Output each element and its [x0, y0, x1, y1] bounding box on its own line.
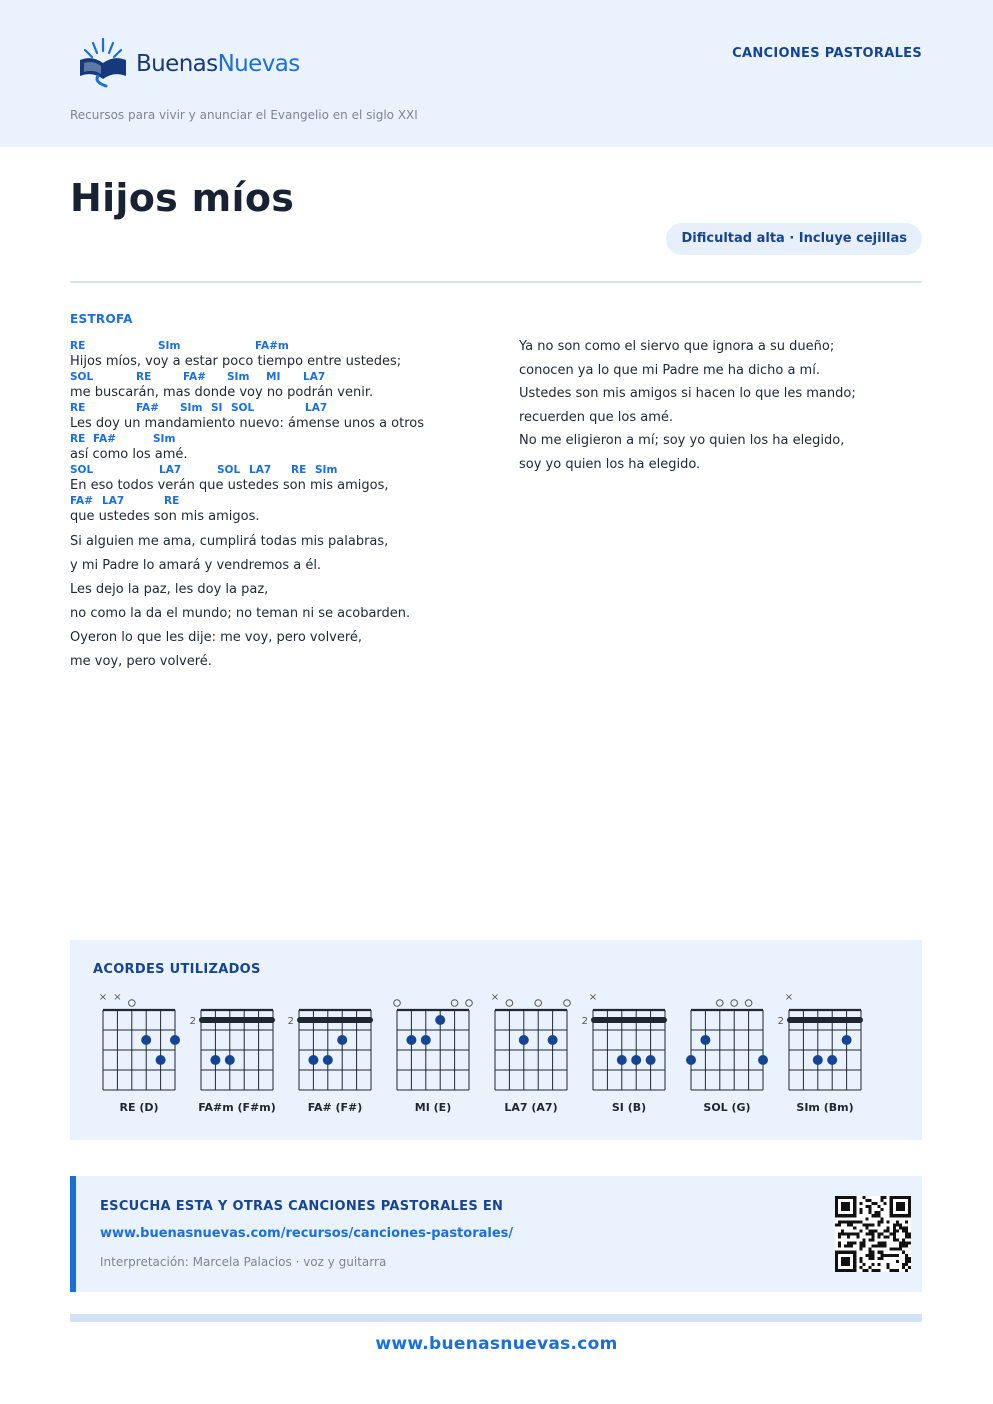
chord-label: LA7	[102, 495, 125, 507]
chord-name: RE (D)	[119, 1101, 159, 1114]
chord-label: SIm	[227, 371, 250, 383]
chord-diagram	[482, 984, 580, 1114]
finger-dot	[548, 1035, 558, 1045]
finger-dot	[519, 1035, 529, 1045]
chord-diagram	[286, 984, 384, 1114]
lyric-line: y mi Padre lo amará y vendremos a él.	[70, 558, 322, 573]
open-book-icon	[76, 36, 130, 88]
chord-label: RE	[291, 464, 307, 476]
barre-bar	[297, 1017, 373, 1023]
chord-row	[70, 495, 490, 508]
chord-label: LA7	[303, 371, 326, 383]
chord-grid	[188, 984, 286, 1096]
lyric-line: No me eligieron a mí; soy yo quien los ha elegido,	[519, 433, 845, 449]
chord-label: RE	[70, 340, 86, 352]
finger-dot	[617, 1055, 627, 1065]
open-string-marker	[535, 1000, 542, 1007]
chord-grid	[482, 984, 580, 1096]
qr-code[interactable]	[835, 1196, 911, 1272]
finger-dot	[156, 1055, 166, 1065]
barre-bar	[591, 1017, 667, 1023]
chord-grid	[384, 984, 482, 1096]
open-string-marker	[451, 1000, 458, 1007]
chord-diagram	[90, 984, 188, 1114]
muted-string-marker: ×	[113, 992, 122, 1003]
open-string-marker	[129, 1000, 136, 1007]
open-string-marker	[506, 1000, 513, 1007]
chorded-line	[70, 464, 490, 495]
lyric-line: soy yo quien los ha elegido.	[519, 456, 701, 472]
lyric-line: recuerden que los amé.	[519, 409, 674, 425]
chord-row	[70, 340, 490, 353]
section-label: ESTROFA	[70, 312, 133, 326]
chord-label: MI	[266, 371, 281, 383]
brand-name-part1: Buenas	[136, 51, 218, 77]
lyric-line: Ustedes son mis amigos si hacen lo que les mando;	[519, 386, 856, 402]
chorded-line	[70, 495, 490, 526]
chord-grid	[678, 984, 776, 1096]
chord-label: SOL	[70, 371, 94, 383]
lyric-line: me voy, pero volveré.	[70, 654, 212, 669]
chord-label: SOL	[231, 402, 255, 414]
chord-label: RE	[136, 371, 152, 383]
chord-grid	[286, 984, 384, 1096]
brand-name	[136, 51, 300, 77]
chord-name: SI (B)	[611, 1101, 647, 1114]
chord-name: SOL (G)	[703, 1101, 751, 1114]
finger-dot	[686, 1055, 696, 1065]
chord-label: FA#	[70, 495, 93, 507]
muted-string-marker: ×	[490, 992, 500, 1003]
chord-row	[70, 371, 490, 384]
lyric-line: Hijos míos, voy a estar poco tiempo entre ustedes;	[70, 354, 402, 369]
chord-label: SOL	[217, 464, 241, 476]
lyric-line: Les doy un mandamiento nuevo: ámense unos a otros	[70, 416, 425, 431]
chord-label: LA7	[305, 402, 328, 414]
chord-label: FA#	[136, 402, 159, 414]
page-header	[0, 0, 993, 147]
chord-grid	[776, 984, 874, 1096]
song-title: Hijos míos	[70, 176, 295, 220]
finger-dot	[308, 1055, 318, 1065]
chord-label: SIm	[315, 464, 338, 476]
open-string-marker	[731, 1000, 738, 1007]
chord-label: LA7	[249, 464, 272, 476]
chord-label: RE	[70, 402, 86, 414]
chord-diagram	[678, 984, 776, 1114]
lyric-line: Les dejo la paz, les doy la paz,	[70, 582, 269, 597]
brand-name-part2: Nuevas	[217, 51, 300, 77]
chord-diagram	[776, 984, 874, 1114]
brand-logo[interactable]	[76, 36, 300, 88]
chord-diagram	[188, 984, 286, 1114]
footer-divider	[70, 1314, 922, 1322]
chords-used-panel	[70, 940, 922, 1140]
chord-name: FA#m (F#m)	[198, 1101, 276, 1114]
chord-label: SOL	[70, 464, 94, 476]
chord-label: SIm	[153, 433, 176, 445]
performer-credit: Interpretación: Marcela Palacios · voz y guitarra	[100, 1255, 387, 1269]
lyrics-left-column	[70, 340, 490, 674]
finger-dot	[421, 1035, 431, 1045]
chord-label: RE	[70, 433, 86, 445]
open-string-marker	[466, 1000, 473, 1007]
finger-dot	[323, 1055, 333, 1065]
chord-row	[70, 402, 490, 415]
finger-dot	[813, 1055, 823, 1065]
chord-label: RE	[164, 495, 180, 507]
fret-number: 2	[777, 1016, 784, 1027]
open-string-marker	[717, 1000, 724, 1007]
fret-number: 2	[189, 1016, 196, 1027]
finger-dot	[435, 1015, 445, 1025]
chord-name: FA# (F#)	[307, 1101, 363, 1114]
chord-label: SIm	[158, 340, 181, 352]
chord-label: SIm	[180, 402, 203, 414]
finger-dot	[646, 1055, 656, 1065]
chord-label: FA#m	[255, 340, 289, 352]
chord-name: LA7 (A7)	[504, 1101, 558, 1114]
open-string-marker	[394, 1000, 401, 1007]
chord-diagram	[384, 984, 482, 1114]
finger-dot	[842, 1035, 852, 1045]
difficulty-badge: Dificultad alta · Incluye cejillas	[666, 223, 922, 255]
divider	[70, 281, 922, 283]
muted-string-marker: ×	[784, 992, 794, 1003]
lyric-line: no como la da el mundo; no teman ni se acobarden.	[70, 606, 411, 621]
lyric-line: que ustedes son mis amigos.	[70, 509, 260, 524]
finger-dot	[631, 1055, 641, 1065]
chord-label: SI	[211, 402, 223, 414]
finger-dot	[337, 1035, 347, 1045]
open-string-marker	[564, 1000, 571, 1007]
chord-grid	[90, 984, 188, 1096]
barre-bar	[199, 1017, 275, 1023]
listen-title: ESCUCHA ESTA Y OTRAS CANCIONES PASTORALES EN	[100, 1199, 504, 1214]
lyric-line: Si alguien me ama, cumplirá todas mis palabras,	[70, 534, 389, 549]
chorded-line	[70, 433, 490, 464]
finger-dot	[210, 1055, 220, 1065]
footer-link[interactable]: www.buenasnuevas.com	[375, 1334, 618, 1354]
finger-dot	[170, 1035, 180, 1045]
listen-link[interactable]: www.buenasnuevas.com/recursos/canciones-pastorales/	[100, 1226, 514, 1241]
chord-label: FA#	[93, 433, 116, 445]
chorded-line	[70, 371, 490, 402]
chorded-line	[70, 340, 490, 371]
chord-diagram	[580, 984, 678, 1114]
listen-callout	[70, 1176, 922, 1292]
lyric-line: En eso todos verán que ustedes son mis amigos,	[70, 478, 389, 493]
lyric-line: conocen ya lo que mi Padre me ha dicho a mí.	[519, 362, 820, 378]
finger-dot	[141, 1035, 151, 1045]
finger-dot	[758, 1055, 768, 1065]
finger-dot	[827, 1055, 837, 1065]
chord-row	[70, 464, 490, 477]
muted-string-marker: ×	[588, 992, 598, 1003]
chord-row	[70, 433, 490, 446]
chorded-line	[70, 402, 490, 433]
finger-dot	[406, 1035, 416, 1045]
fret-number: 2	[581, 1016, 588, 1027]
open-string-marker	[745, 1000, 752, 1007]
chord-label: FA#	[183, 371, 206, 383]
muted-string-marker: ×	[98, 992, 108, 1003]
lyric-line: me buscarán, mas donde voy no podrán venir.	[70, 385, 374, 400]
site-tagline: Recursos para vivir y anunciar el Evangelio en el siglo XXI	[70, 108, 418, 122]
fret-number: 2	[287, 1016, 294, 1027]
chord-grid	[580, 984, 678, 1096]
chord-name: SIm (Bm)	[796, 1101, 854, 1114]
finger-dot	[700, 1035, 710, 1045]
lyric-line: así como los amé.	[70, 447, 188, 462]
barre-bar	[787, 1017, 863, 1023]
finger-dot	[225, 1055, 235, 1065]
lyric-line: Oyeron lo que les dije: me voy, pero volveré,	[70, 630, 363, 645]
chord-label: LA7	[159, 464, 182, 476]
chords-used-title: ACORDES UTILIZADOS	[93, 962, 261, 977]
lyrics-right-column	[519, 335, 929, 477]
lyric-line: Ya no son como el siervo que ignora a su dueño;	[519, 339, 835, 354]
chord-name: MI (E)	[414, 1101, 452, 1114]
section-link[interactable]: CANCIONES PASTORALES	[732, 46, 922, 61]
